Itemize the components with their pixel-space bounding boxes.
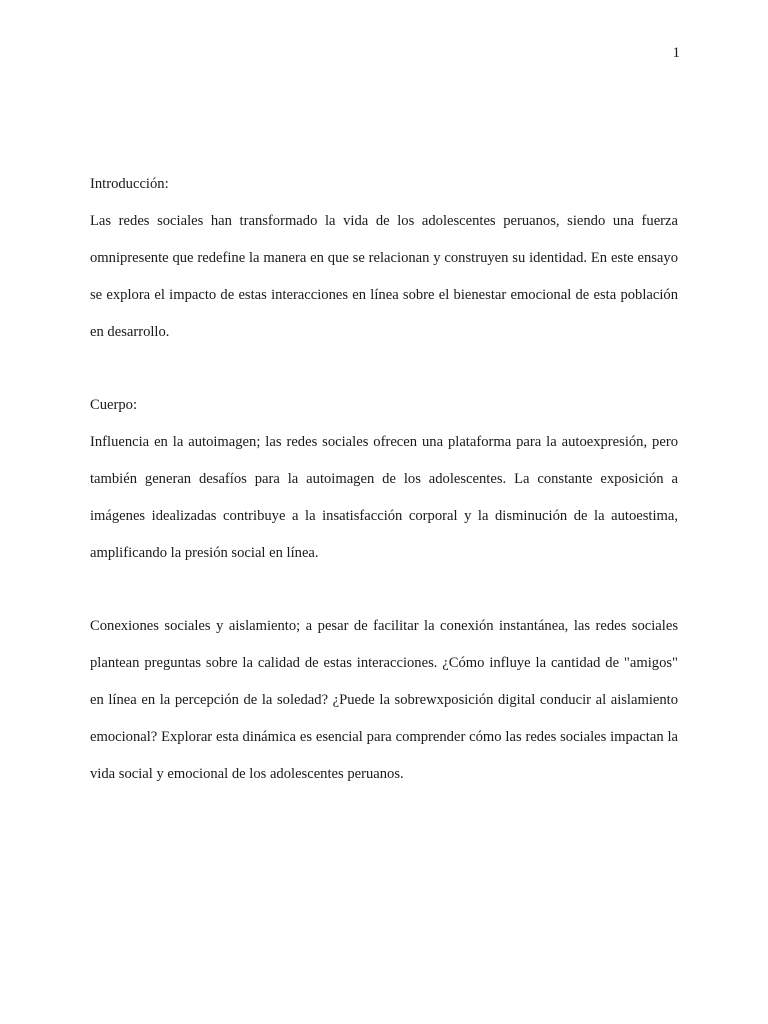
- body-paragraph-social-connections: Conexiones sociales y aislamiento; a pesar de facilitar la conexión instantánea, las redes sociales plantean preguntas sobre la calidad de estas interacciones. ¿Cómo influye la cantidad de "amigos" en línea en la percepción de la soledad? ¿Puede la sobrewxposición digital conducir al aislamiento emocional? Explorar esta dinámica es esencial para comprender cómo las redes sociales impactan la vida social y emocional de los adolescentes peruanos.: [90, 618, 678, 782]
- section-spacer: [90, 351, 678, 387]
- page-number: 1: [672, 45, 680, 61]
- body-heading: Cuerpo:: [90, 397, 138, 413]
- paragraph-spacer: [90, 572, 678, 608]
- document-body: [90, 166, 678, 793]
- intro-paragraph: Las redes sociales han transformado la vida de los adolescentes peruanos, siendo una fuerza omnipresente que redefine la manera en que se relacionan y construyen su identidad. En este ensayo se explora el impacto de estas interacciones en línea sobre el bienestar emocional de esta población en desarrollo.: [90, 213, 678, 340]
- intro-heading: Introducción:: [90, 176, 169, 192]
- body-paragraph-self-image: Influencia en la autoimagen; las redes sociales ofrecen una plataforma para la autoexpresión, pero también generan desafíos para la autoimagen de los adolescentes. La constante exposición a imágenes idealizadas contribuye a la insatisfacción corporal y la disminución de la autoestima, amplificando la presión social en línea.: [90, 434, 678, 561]
